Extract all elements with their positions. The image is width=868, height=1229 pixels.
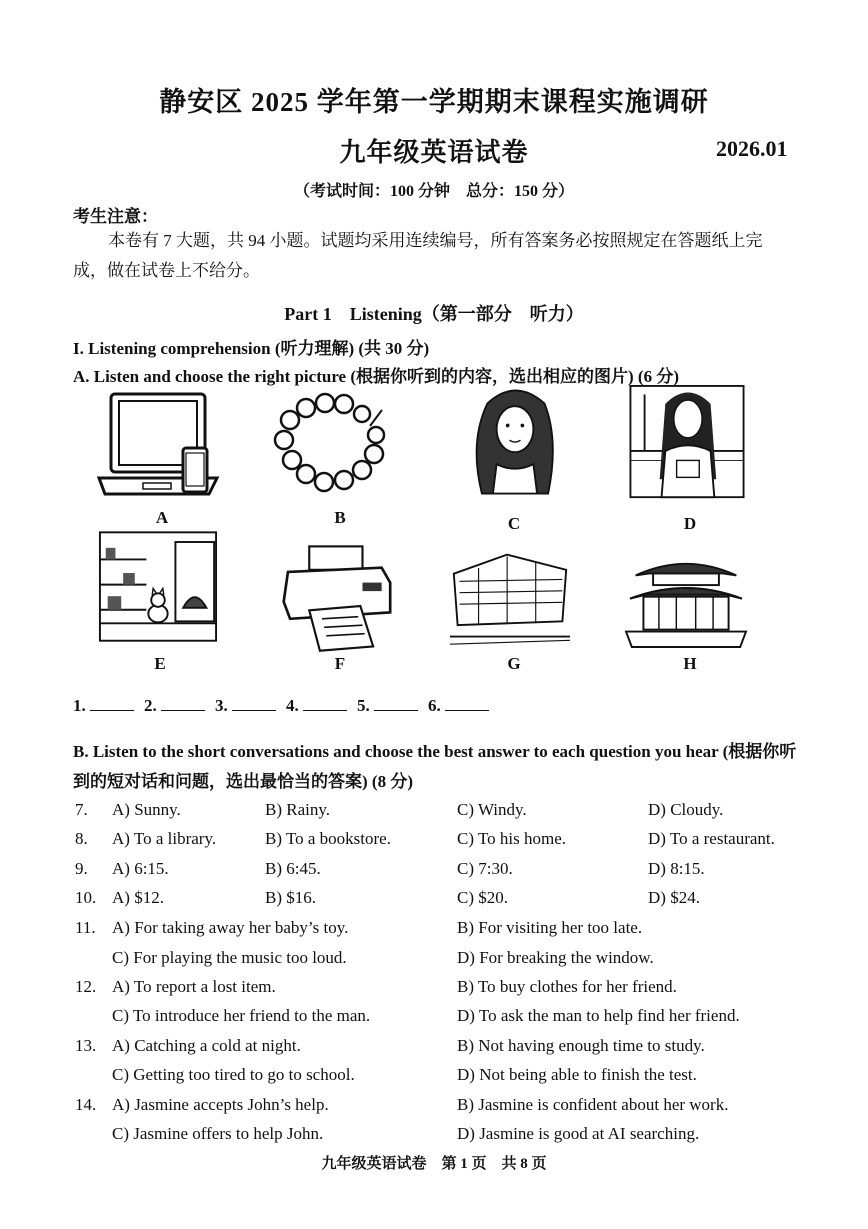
option-a: A) Catching a cold at night.	[112, 1036, 301, 1055]
option-c: C) For playing the music too loud.	[112, 948, 347, 967]
option-d: D) 8:15.	[648, 859, 705, 878]
answer-blank[interactable]	[374, 696, 418, 711]
option-b: B) To buy clothes for her friend.	[457, 977, 677, 996]
question-number: 14.	[75, 1095, 97, 1114]
question-number: 7.	[75, 800, 88, 819]
girl-on-street-icon	[627, 385, 747, 500]
curly-hair-girl-icon	[455, 385, 575, 500]
option-c: C) To introduce her friend to the man.	[112, 1006, 371, 1025]
bead-bracelet-icon	[270, 390, 390, 505]
exam-title: 静安区 2025 学年第一学期期末课程实施调研	[159, 87, 709, 117]
option-b: B) Rainy.	[265, 800, 331, 819]
option-b: B) For visiting her too late.	[457, 918, 643, 937]
picture-label-d: D	[683, 514, 697, 533]
section-b-heading: B. Listen to the short conversations and choose the best answer to each question you hear (根据你听到的短对话和问题，选出最恰当的答案) (8 分)	[73, 742, 797, 791]
option-a: A) To a library.	[112, 829, 217, 848]
blank-number: 4.	[286, 696, 299, 715]
question-number: 12.	[75, 977, 97, 996]
blank-number: 2.	[144, 696, 157, 715]
answer-blank[interactable]	[232, 696, 276, 711]
answer-blank[interactable]	[445, 696, 489, 711]
printer-icon	[278, 540, 398, 655]
option-d: D) $24.	[648, 888, 700, 907]
option-b: B) Jasmine is confident about her work.	[457, 1095, 729, 1114]
option-c: C) To his home.	[457, 829, 566, 848]
blank-number: 1.	[73, 696, 86, 715]
option-d: D) To a restaurant.	[648, 829, 775, 848]
option-d: D) Cloudy.	[648, 800, 724, 819]
picture-label-c: C	[507, 514, 521, 533]
option-b: B) Not having enough time to study.	[457, 1036, 705, 1055]
question-number: 9.	[75, 859, 88, 878]
picture-label-g: G	[507, 654, 521, 673]
notice-heading: 考生注意：	[73, 207, 158, 226]
picture-label-b: B	[334, 508, 346, 527]
option-d: D) Jasmine is good at AI searching.	[457, 1124, 700, 1143]
picture-label-a: A	[155, 508, 169, 527]
option-c: C) Jasmine offers to help John.	[112, 1124, 324, 1143]
question-number: 11.	[75, 918, 96, 937]
option-a: A) $12.	[112, 888, 164, 907]
option-b: B) $16.	[265, 888, 316, 907]
part1-title: Part 1 Listening（第一部分 听力）	[284, 304, 584, 324]
answer-blank[interactable]	[303, 696, 347, 711]
section-a-heading: A. Listen and choose the right picture (根据你听到的内容，选出相应的图片) (6 分)	[73, 367, 679, 386]
answer-blanks	[73, 696, 495, 716]
answer-blank[interactable]	[90, 696, 134, 711]
option-c: C) $20.	[457, 888, 508, 907]
chinese-temple-icon	[626, 545, 746, 660]
answer-blank[interactable]	[161, 696, 205, 711]
option-c: C) Windy.	[457, 800, 527, 819]
exam-subtitle: 九年级英语试卷	[339, 138, 529, 167]
notice-text: 本卷有 7 大题，共 94 小题。试题均采用连续编号，所有答案务必按照规定在答题纸上完成，做在试卷上不给分。	[73, 231, 763, 280]
blank-number: 6.	[428, 696, 441, 715]
blank-number: 5.	[357, 696, 370, 715]
option-a: A) Jasmine accepts John’s help.	[112, 1095, 329, 1114]
option-a: A) To report a lost item.	[112, 977, 276, 996]
option-d: D) Not being able to finish the test.	[457, 1065, 697, 1084]
question-number: 10.	[75, 888, 97, 907]
picture-label-f: F	[334, 654, 346, 673]
option-d: D) To ask the man to help find her friend.	[457, 1006, 740, 1025]
laptop-phone-icon	[97, 390, 217, 505]
option-c: C) Getting too tired to go to school.	[112, 1065, 355, 1084]
blank-number: 3.	[215, 696, 228, 715]
option-b: B) 6:45.	[265, 859, 321, 878]
question-number: 13.	[75, 1036, 97, 1055]
option-d: D) For breaking the window.	[457, 948, 654, 967]
exam-date: 2026.01	[716, 136, 788, 161]
option-c: C) 7:30.	[457, 859, 513, 878]
picture-label-e: E	[154, 654, 166, 673]
question-number: 8.	[75, 829, 88, 848]
picture-label-h: H	[683, 654, 697, 673]
option-a: A) 6:15.	[112, 859, 169, 878]
page-footer: 九年级英语试卷 第 1 页 共 8 页	[321, 1156, 547, 1172]
option-a: A) For taking away her baby’s toy.	[112, 918, 349, 937]
option-a: A) Sunny.	[112, 800, 181, 819]
cat-and-shelves-icon	[98, 530, 218, 645]
option-b: B) To a bookstore.	[265, 829, 391, 848]
section-1-heading: I. Listening comprehension (听力理解) (共 30 分)	[73, 339, 430, 358]
exam-time-info: （考试时间：100 分钟 总分：150 分）	[293, 183, 574, 200]
modern-building-icon	[450, 540, 570, 655]
